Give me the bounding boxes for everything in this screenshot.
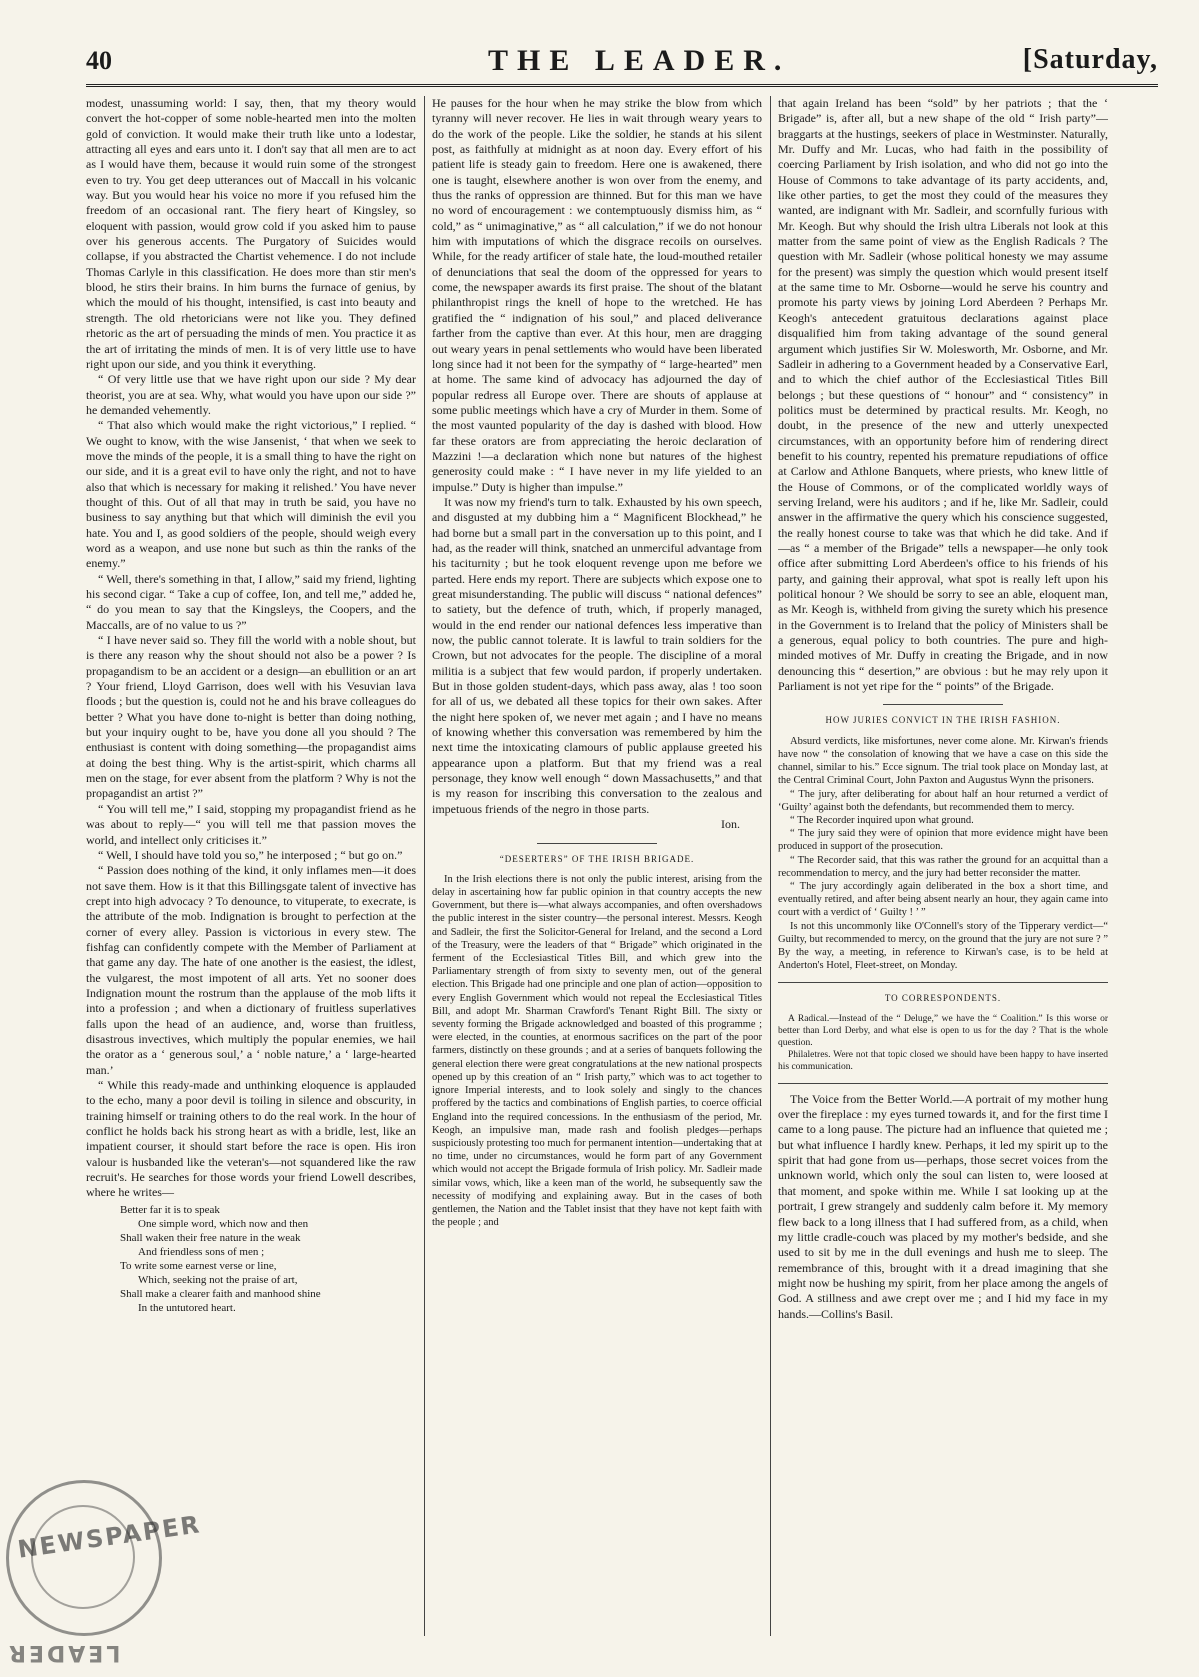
masthead-rule	[86, 84, 1158, 87]
column-divider	[770, 96, 771, 1636]
article-heading: “DESERTERS” OF THE IRISH BRIGADE.	[499, 853, 695, 864]
quote-paragraph: “ The jury, after deliberating for about half an hour returned a verdict of ‘Guilty’ against both the defendants, but recommended them to mercy.	[778, 788, 1108, 813]
paragraph: It was now my friend's turn to talk. Exhausted by his own speech, and disgusted at my dubbing him a “ Magnificent Blockhead,” he had borne but a small part in the conversation up to this point, and I had, as the reader will think, snatched an unmerciful advantage from his taciturnity ; but he took eloquent revenge upon me before we parted. Here ends my report. There are subjects which expose one to great misunderstanding. The public will discuss “ national defences” to satiety, but the defence of truth, which, if properly managed, would in the end render our national defences less imperative than now, the public cannot tolerate. It is lawful to train soldiers for the Crown, but not advocates for the people. The discipline of a moral militia is a subject that few would pardon, if properly undertaken. But in those golden student-days, which pass away, alas ! too soon for all of us, we debated all these topics for their own sakes. After the night here spoken of, we never met again ; and I have no means of knowing whether this conversation was remembered by him the next time the intoxicating clamours of public applause greeted his appearance upon a platform. But that my friend was a real personage, they know well enough “ down Massachusetts,” and that is my reason for inscribing this conversation to the zealous and impetuous friends of the negro in those parts.	[432, 494, 762, 816]
paragraph: “ Well, I should have told you so,” he interposed ; “ but go on.”	[98, 847, 403, 862]
quote-paragraph: “ The jury accordingly again deliberated in the box a short time, and eventually retired, and after being absent nearly an hour, they again came into court with a verdict of ‘ Guilty ! ’ ”	[778, 880, 1108, 919]
column-2	[432, 96, 762, 1636]
paragraph: “ That also which would make the right victorious,” I replied. “ We ought to know, with the wise Jansenist, ‘ that when we seek to move the minds of the people, it is a small thing to have the right on our side, and it is a great evil to have only the right, and not to have also that which is necessary for making it relished.’ You have never thought of this. Out of all that may in truth be said, you have no business to say anything but that which will diminish the evil you hate. You and I, as good soldiers of the people, should weigh every word as a weapon, and use none but such as thin the ranks of the enemy.”	[86, 418, 416, 571]
poem-line: Shall waken their free nature in the weak	[120, 1231, 301, 1244]
paragraph: “ While this ready-made and unthinking eloquence is applauded to the echo, many a poor devil is toiling in silence and obscurity, in training himself or training others to do the real work. In the hour of conflict he holds back his strong heart as with a bridle, lest, like an impatient courser, it should start before the race is open. His iron valour is husbanded like the veteran's—not squandered like the raw recruit's. He searches for those words your friend Lowell describes, where he writes—	[86, 1078, 416, 1200]
paragraph: “ Passion does nothing of the kind, it only inflames men—it does not save them. How is it that this Billingsgate talent of invective has crept into high advocacy ? To denounce, to vituperate, to execrate, is the attribute of the mob. Indignation is brought to perfection at the corner of every alley. Passion is victorious in every stew. The fishfag can confidently compete with the Member of Parliament at that game any day. The hate of one another is the easiest, the idlest, the vulgarest, the most impotent of all arts. Yet no sooner does Indignation mount the rostrum than the applause of the mob lifts it into a profession ; and when a dictionary of fruitless superlatives falls upon the head of an audience, and, worse than fruitless, disastrous invectives, which multiply the popular enemies, we hail the orator as a ‘ generous soul,’ a ‘ noble nature,’ a ‘ large-hearted man.’	[86, 863, 416, 1077]
issue-day: [Saturday,	[1022, 44, 1158, 75]
poem-line: And friendless sons of men ;	[138, 1245, 265, 1258]
paragraph: “ You will tell me,” I said, stopping my propagandist friend as he was about to reply—“ you will tell me that passion moves the world, and intellect only criticises it.”	[86, 801, 416, 847]
poem-line: In the untutored heart.	[138, 1301, 236, 1314]
stamp-mirrored-text: LEADER	[6, 1640, 121, 1665]
paragraph: In the Irish elections there is not only the public interest, arising from the delay in ascertaining how far public opinion in that country accepts the new Government, but there is—what always accompanies, and often overshadows the public interest in the sister country—the personal interest. Messrs. Keogh and Sadleir, the first the Solicitor-General for Ireland, and the second a Lord of the Treasury, were the leaders of that “ Brigade” which originated in the ferment of the Ecclesiastical Titles Bill, and which grew into the Parliamentary strength of from sixty to seventy men, out of the general election. This Brigade had one principle and one plan of action—opposition to every English Government which would not repeal the Ecclesiastical Titles Bill, and adopt Mr. Sharman Crawford's Tenant Right Bill. The sixty or seventy forming the Brigade acknowledged and boasted of this programme ; were elected, in the counties, at enormous sacrifices on the part of the poor farmers, distinctly on these grounds ; and at a series of banquets following the general election there were great congratulations at the new national prospects opened up by this creation of an “ Irish party,” which was to act together to ignore Imperial interests, and to look solely and singly to the chances proffered by the tactics and combinations of English parties, to coerce official England into the required concessions. In the enthusiasm of the period, Mr. Keogh, an impulsive man, made rash and foolish pledges—perhaps suspiciously protesting too much for permanent intention—undertaking that at no time, under no circumstances, would he form part of any Government which would not accept the Brigade formula of Irish policy. Mr. Sadleir made similar vows, which, like a keen man of the world, he subsequently saw the necessity of modifying and explaining away. But in the cases of both gentlemen, the Nation and the Tablet insist that they have not kept faith with the people ; and	[432, 873, 762, 1229]
poem-line: Which, seeking not the praise of art,	[138, 1273, 298, 1286]
quote-paragraph: “ The jury said they were of opinion that more evidence might have been produced in support of the prosecution.	[778, 828, 1108, 853]
column-1	[86, 96, 416, 1636]
correspondent-note: Philaletres. Were not that topic closed we should have been happy to have inserted his communication.	[778, 1049, 1108, 1072]
section-rule	[537, 843, 657, 844]
correspondents-heading: TO CORRESPONDENTS.	[884, 993, 1002, 1004]
stamp-text: NEWSPAPER	[15, 1510, 203, 1564]
poem-line: Shall make a clearer faith and manhood shine	[120, 1287, 321, 1300]
paragraph: “ Well, there's something in that, I allow,” said my friend, lighting his second cigar. “ Take a cup of coffee, Ion, and tell me,” added he, “ do you mean to say that the Kingsleys, the Coopers, and the Maccalls, are of no value to us ?”	[86, 571, 416, 632]
paragraph: that again Ireland has been “sold” by her patriots ; that the ‘ Brigade” is, after all, but a new shape of the old “ Irish party”—braggarts at the hustings, seekers of place in Westminster. Naturally, Mr. Duffy and Mr. Lucas, who had faith in the possibility of coercing Parliament by Irish isolation, and who did not go into the House of Commons to take advantage of its party accidents, and, like other parties, to get the most they could of the measures they wanted, are indignant with Mr. Sadleir, and scornfully furious with Mr. Keogh. But why should the Irish ultra Liberals not look at this matter from the same point of view as the English Radicals ? The question with Mr. Sadleir (whose political honesty we may assume for the present) was simply the question which would present itself at the same time to Mr. Osborne—would he serve his country and promote his party views by joining Lord Aberdeen ? Perhaps Mr. Keogh's antecedent gratuitous declarations against place disqualified him from taking advantage of the sound general argument which justifies Sir W. Molesworth, Mr. Osborne, and Mr. Sadleir in adhering to a Government headed by a Conservative Earl, and to which the chief author of the Ecclesiastical Titles Bill belongs ; but these questions of “ honour” and “ consistency” in politics must be determined by practical results. Mr. Keogh, no doubt, in the presence of the new and utterly unexpected circumstances, with an opportunity before him of rendering direct benefit to his country, repented his premature repudiations of office at Carlow and Athlone Banquets, where priests, who knew little of the House of Commons, or of the complicated worldly ways of serving Ireland, were his auditors ; and if he, like Mr. Sadleir, could answer in the affirmative the query which his conscience suggested, the really honest course to take was that which he did take. And if —as “ a member of the Brigade” tells a newspaper—he only took office after submitting Lord Aberdeen's office to his friends of his party, and gaining their approval, what spot is really left upon his political honour ? We should be sorry to see an able, eloquent man, as Mr. Keogh is, withheld from giving the surety which his presence in the Government is to Ireland that the policy of Ministers shall be a generous, equal policy to both countries. The pure and high-minded motives of Mr. Duffy in creating the Brigade, and in now denouncing this “ desertion,” are obvious : but he may rely upon it Parliament is not yet ripe for the “ points” of the Brigade.	[778, 96, 1108, 694]
section-rule	[778, 1083, 1108, 1084]
quote-paragraph: “ The Recorder said, that this was rather the ground for an acquittal than a recommendation to mercy, and the jury had better reconsider the matter.	[778, 854, 1108, 879]
library-stamp	[6, 1480, 203, 1636]
author-signature: Ion.	[721, 817, 740, 832]
quote-paragraph: “ The Recorder inquired upon what ground.	[790, 814, 974, 826]
paragraph: Is not this uncommonly like O'Connell's story of the Tipperary verdict—“ Guilty, but recommended to mercy, on the ground that the jury are not sure ? ” By the way, a meeting, in reference to Kirwan's case, is to be held at Anderton's Hotel, Fleet-street, on Monday.	[778, 920, 1108, 972]
paragraph: Absurd verdicts, like misfortunes, never come alone. Mr. Kirwan's friends have now “ the consolation of knowing that we have a case on this side the channel, similar to his.” Ecce signum. The trial took place on Monday last, at the Central Criminal Court, John Paxton and Augustus Wynn the prisoners.	[778, 735, 1108, 787]
poem-line: One simple word, which now and then	[138, 1217, 309, 1230]
correspondent-note: A Radical.—Instead of the “ Deluge,” we have the “ Coalition.” Is this worse or better than Lord Derby, and what else is open to us for the day ? That is the whole question.	[778, 1013, 1108, 1048]
section-rule	[883, 704, 1003, 705]
correspondents-notes	[778, 1013, 1108, 1073]
page-number: 40	[86, 46, 112, 75]
section-rule	[778, 982, 1108, 983]
paragraph: “ I have never said so. They fill the world with a noble shout, but is there any reason why the shout should not also be a power ? Is propagandism to be an accident or a design—an ebullition or an art ? Your friend, Lloyd Garrison, does well with his Vesuvian lava floods ; but the question is, could not he and his brave colleagues do better ? What you have done to-night is better than doing nothing, but your inquiry ought to be, have you done all you should ? The enthusiast is content with doing something—the propagandist aims at doing the best thing. Why is the artist-spirit, which charms all men on the stage, for ever absent from the platform ? Why is not the propagandist an artist ?”	[86, 633, 416, 801]
column-divider	[424, 96, 425, 1636]
masthead	[48, 40, 1158, 80]
column-3	[778, 96, 1108, 1636]
paragraph: He pauses for the hour when he may strike the blow from which tyranny will never recover. He lies in wait through weary years to do the work of the people. Like the soldier, he stands at his silent post, as faithfully at midnight as at noon day. Every effort of his patient life is steady gain to freedom. Here one is awakened, there one is taught, elsewhere another is won over from the enemy, and thus the ranks of oppression are thinned. But for this man we have no word of encouragement : we contemptuously dismiss him, as “ cold,” as “ unimaginative,” as “ all calculation,” if we do not honour him with imputations of which the disgrace recoils on ourselves. While, for the ready artificer of stale hate, the loud-mouthed retailer of denunciations that seal the doom of the oppressed for years to come, the newspaper awards its first praise. The shout of the blatant philanthropist rings the knell of hope to the wretched. He has gratified the “ indignation of his soul,” and placed deliverance farther from the captive than ever. At this hour, men are dragging out weary years in penal settlements who would have been liberated long since had it not been for the sympathy of “ large-hearted” men at home. The same kind of advocacy has adjourned the day of popular redress all Europe over. There are shouts of applause at some public meetings which have a cry of Murder in them. Some of the most vaunted popularity of the day is dashed with blood. How far these orators are from appreciating the heroic declaration of Mazzini !—a declaration which none but natures of the highest generosity could make : “ I have never in my life yielded to an impulse.” Duty is higher than impulse.”	[432, 96, 762, 494]
poem-line: Better far it is to speak	[120, 1203, 220, 1216]
paragraph: The Voice from the Better World.—A portrait of my mother hung over the fireplace : my eyes turned towards it, and for the first time I came to a long pause. The picture had an influence that quieted me ; but what influence I hardly knew. Perhaps, it led my spirit up to the spirit that had gone from us—perhaps, those secret voices from the unknown world, which only the soul can listen to, were loosed at that moment, and spoke within me. While I sat looking up at the portrait, I grew strangely and suddenly calm before it. My memory flew back to a long illness that I had suffered from, as a child, when my little cradle-couch was placed by my mother's bedside, and she used to sit by me in the dull evenings and hush me to sleep. The remembrance of this, brought with it a dread imagining that she might now be hushing my spirit, from her place among the angels of God. A stillness and awe crept over me ; and I hid my face in my hands.—Collins's Basil.	[778, 1091, 1108, 1321]
poem-line: To write some earnest verse or line,	[120, 1259, 277, 1272]
paragraph: “ Of very little use that we have right upon our side ? My dear theorist, you are at sea. Why, what would you have upon our side ?” he demanded vehemently.	[86, 372, 416, 417]
paragraph: modest, unassuming world: I say, then, that my theory would convert the hot-copper of some noble-hearted men into the molten gold of conviction. It would make their truth like unto a lodestar, attracting all eyes and ears unto it. I don't say that all men are to act as I would have them, because it would ruin some of the strongest even to try. You get deep utterances out of Maccall in his volcanic way. But you would hear his voice no more if you refused him the freedom of an occasional rant. The fiery heart of Kingsley, so eloquent with passion, would grow cold if you asked him to pause over his generous accents. The Purgatory of Suicides would collapse, if you abstracted the Chartist vehemence. I do not include Thomas Carlyle in this classification. He does more than stir men's blood, he stirs their brains. In him burns the furnace of genius, by which the mould of his thought, intensified, is cast into beauty and strength. The old rhetoricians were not like you. They defined rhetoric as the art of persuading the minds of men. You practice it as the art of irritating the minds of men. It is of very little use to have right upon our side, and you think it everything.	[86, 96, 416, 371]
article-heading: HOW JURIES CONVICT IN THE IRISH FASHION.	[825, 715, 1061, 726]
newspaper-title: THE LEADER.	[488, 44, 791, 77]
poem-quote	[120, 1203, 416, 1315]
